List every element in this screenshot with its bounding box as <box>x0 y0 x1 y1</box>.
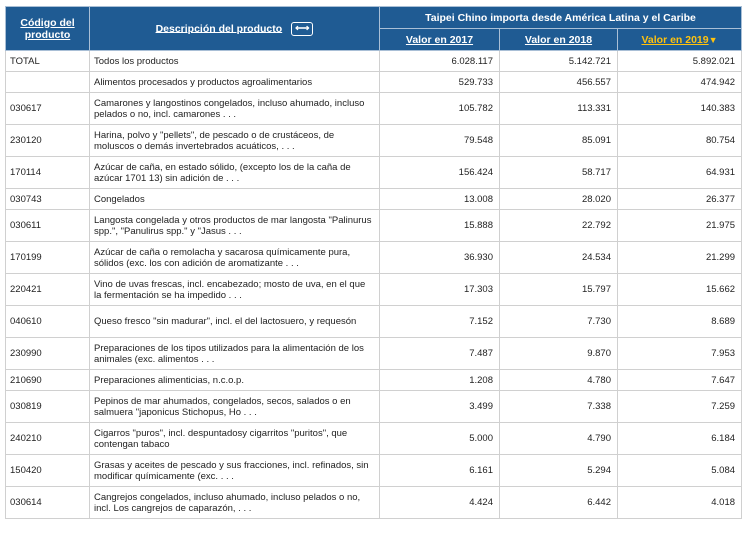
value-2018-cell: 456.557 <box>500 72 618 93</box>
year-2018-sort-link[interactable]: Valor en 2018 <box>524 33 593 46</box>
table-row <box>6 487 742 519</box>
value-2018-cell: 58.717 <box>500 157 618 189</box>
product-code-cell: 230990 <box>6 338 90 370</box>
value-2019-cell: 21.975 <box>618 210 742 242</box>
value-2018-cell: 113.331 <box>500 93 618 125</box>
value-2019-cell: 8.689 <box>618 306 742 338</box>
product-code-cell: 030819 <box>6 391 90 423</box>
value-2019-cell: 140.383 <box>618 93 742 125</box>
table-row <box>6 93 742 125</box>
product-code-cell: TOTAL <box>6 51 90 72</box>
value-2019-cell: 7.647 <box>618 370 742 391</box>
value-2017-cell: 13.008 <box>380 189 500 210</box>
value-2018-cell: 5.294 <box>500 455 618 487</box>
value-2019-cell: 26.377 <box>618 189 742 210</box>
value-2017-cell: 7.487 <box>380 338 500 370</box>
product-description-cell: Queso fresco "sin madurar", incl. el del lactosuero, y requesón <box>90 306 380 338</box>
product-description-cell: Azúcar de caña o remolacha y sacarosa químicamente pura, sólidos (exc. los con adición de aromatizante . . . <box>90 242 380 274</box>
value-2017-cell: 36.930 <box>380 242 500 274</box>
table-row <box>6 242 742 274</box>
value-2019-cell: 7.953 <box>618 338 742 370</box>
product-code-cell: 040610 <box>6 306 90 338</box>
expand-column-icon[interactable] <box>291 22 313 36</box>
value-2017-cell: 1.208 <box>380 370 500 391</box>
table-row <box>6 455 742 487</box>
product-description-cell: Langosta congelada y otros productos de mar langosta "Palinurus spp.", "Panulirus spp." y "Jasus . . . <box>90 210 380 242</box>
product-description-cell: Vino de uvas frescas, incl. encabezado; mosto de uva, en el que la fermentación se ha impedido . . . <box>90 274 380 306</box>
product-description-cell: Todos los productos <box>90 51 380 72</box>
year-2019-sort-link[interactable]: Valor en 2019 <box>641 33 709 46</box>
group-header: Taipei Chino importa desde América Latina y el Caribe <box>380 7 742 29</box>
table-row <box>6 189 742 210</box>
product-code-cell: 240210 <box>6 423 90 455</box>
year-2017-sort-link[interactable]: Valor en 2017 <box>405 33 474 46</box>
value-2019-cell: 4.018 <box>618 487 742 519</box>
product-description-cell: Harina, polvo y "pellets", de pescado o de crustáceos, de moluscos o demás invertebrados acuáticos, . . . <box>90 125 380 157</box>
table-row <box>6 370 742 391</box>
value-2018-cell: 22.792 <box>500 210 618 242</box>
product-code-cell: 150420 <box>6 455 90 487</box>
value-2019-cell: 64.931 <box>618 157 742 189</box>
column-header-code[interactable] <box>6 7 90 51</box>
value-2017-cell: 6.028.117 <box>380 51 500 72</box>
product-code-cell: 030611 <box>6 210 90 242</box>
table-row <box>6 51 742 72</box>
product-code-cell: 220421 <box>6 274 90 306</box>
product-description-cell: Cigarros "puros", incl. despuntadosy cigarritos "puritos", que contengan tabaco <box>90 423 380 455</box>
year-header-2019[interactable] <box>618 29 742 51</box>
product-code-cell: 030743 <box>6 189 90 210</box>
year-header-2017[interactable] <box>380 29 500 51</box>
table-row <box>6 423 742 455</box>
product-code-cell: 230120 <box>6 125 90 157</box>
product-code-cell: 170199 <box>6 242 90 274</box>
product-description-cell: Preparaciones alimenticias, n.c.o.p. <box>90 370 380 391</box>
product-code-cell: 030617 <box>6 93 90 125</box>
value-2017-cell: 529.733 <box>380 72 500 93</box>
value-2017-cell: 3.499 <box>380 391 500 423</box>
value-2019-cell: 80.754 <box>618 125 742 157</box>
product-code-cell: 170114 <box>6 157 90 189</box>
trade-table-container <box>5 6 741 519</box>
year-header-2018[interactable] <box>500 29 618 51</box>
product-description-cell: Cangrejos congelados, incluso ahumado, incluso pelados o no, incl. Los cangrejos de caparazón, . . . <box>90 487 380 519</box>
code-sort-link[interactable]: Código del producto <box>20 16 75 41</box>
table-row <box>6 306 742 338</box>
table-row <box>6 391 742 423</box>
value-2018-cell: 28.020 <box>500 189 618 210</box>
product-description-cell: Alimentos procesados y productos agroalimentarios <box>90 72 380 93</box>
value-2017-cell: 6.161 <box>380 455 500 487</box>
sort-desc-icon: ▼ <box>708 34 718 45</box>
value-2018-cell: 4.790 <box>500 423 618 455</box>
value-2019-cell: 6.184 <box>618 423 742 455</box>
product-description-cell: Congelados <box>90 189 380 210</box>
value-2017-cell: 5.000 <box>380 423 500 455</box>
table-body <box>6 51 742 519</box>
value-2017-cell: 17.303 <box>380 274 500 306</box>
value-2018-cell: 15.797 <box>500 274 618 306</box>
table-row <box>6 72 742 93</box>
value-2019-cell: 7.259 <box>618 391 742 423</box>
value-2019-cell: 5.892.021 <box>618 51 742 72</box>
product-description-cell: Pepinos de mar ahumados, congelados, secos, salados o en salmuera "japonicus Stichopus, Ho . . . <box>90 391 380 423</box>
column-header-description[interactable] <box>90 7 380 51</box>
product-description-cell: Azúcar de caña, en estado sólido, (excepto los de la caña de azúcar 1701 13) sin adición de . . . <box>90 157 380 189</box>
value-2019-cell: 474.942 <box>618 72 742 93</box>
value-2017-cell: 7.152 <box>380 306 500 338</box>
value-2019-cell: 5.084 <box>618 455 742 487</box>
value-2018-cell: 7.338 <box>500 391 618 423</box>
table-row <box>6 125 742 157</box>
table-row <box>6 157 742 189</box>
value-2019-cell: 15.662 <box>618 274 742 306</box>
table-row <box>6 210 742 242</box>
table-row <box>6 338 742 370</box>
value-2018-cell: 5.142.721 <box>500 51 618 72</box>
table-row <box>6 274 742 306</box>
value-2018-cell: 6.442 <box>500 487 618 519</box>
value-2019-cell: 21.299 <box>618 242 742 274</box>
product-description-cell: Preparaciones de los tipos utilizados para la alimentación de los animales (exc. alimentos . . . <box>90 338 380 370</box>
value-2018-cell: 24.534 <box>500 242 618 274</box>
value-2018-cell: 7.730 <box>500 306 618 338</box>
value-2017-cell: 4.424 <box>380 487 500 519</box>
description-sort-link[interactable]: Descripción del producto <box>155 22 283 35</box>
value-2018-cell: 85.091 <box>500 125 618 157</box>
value-2017-cell: 156.424 <box>380 157 500 189</box>
expand-arrows-glyph: ⟷ <box>295 22 310 34</box>
imports-table <box>5 6 742 519</box>
product-code-cell: 210690 <box>6 370 90 391</box>
product-description-cell: Camarones y langostinos congelados, incluso ahumado, incluso pelados o no, incl. camarones . . . <box>90 93 380 125</box>
product-code-cell: 030614 <box>6 487 90 519</box>
product-code-cell <box>6 72 90 93</box>
value-2017-cell: 79.548 <box>380 125 500 157</box>
product-description-cell: Grasas y aceites de pescado y sus fracciones, incl. refinados, sin modificar químicamente (exc. . . . <box>90 455 380 487</box>
value-2018-cell: 4.780 <box>500 370 618 391</box>
value-2017-cell: 15.888 <box>380 210 500 242</box>
value-2017-cell: 105.782 <box>380 93 500 125</box>
value-2018-cell: 9.870 <box>500 338 618 370</box>
